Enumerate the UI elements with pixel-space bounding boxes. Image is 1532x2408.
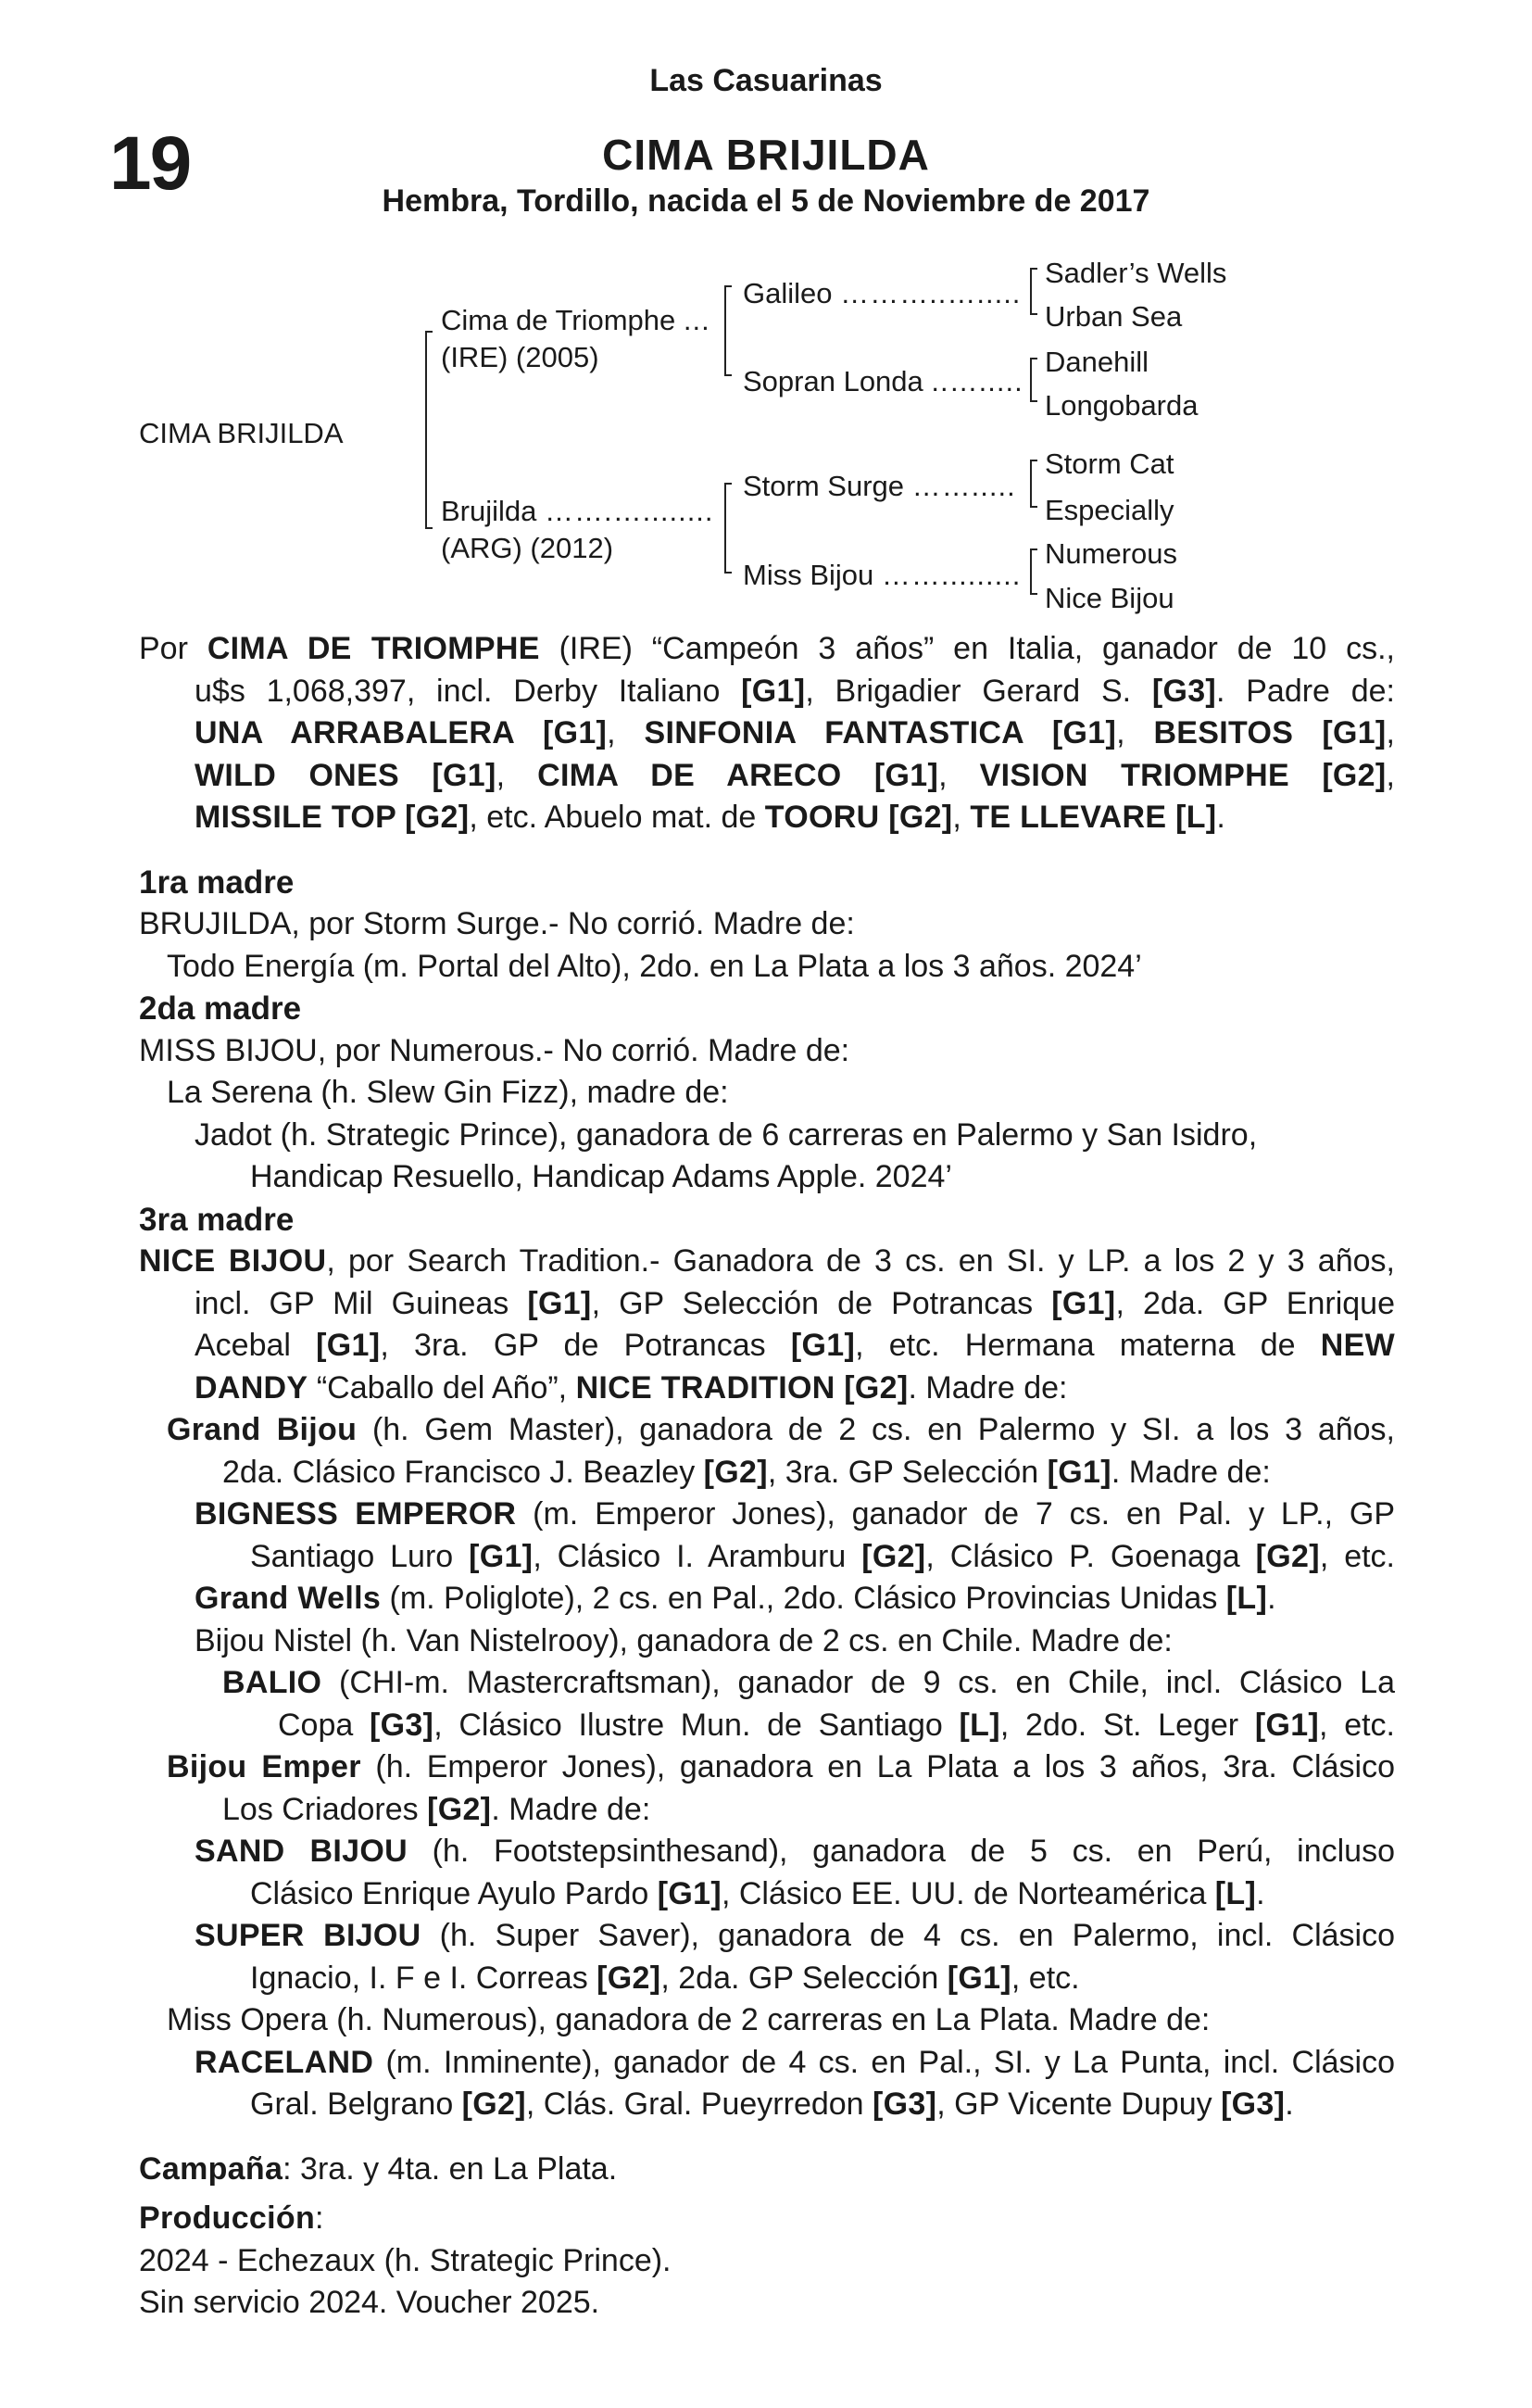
dam-name: Brujilda: [441, 495, 537, 527]
horse-name: CIMA BRIJILDA: [602, 131, 930, 179]
first-dam-heading: 1ra madre: [139, 864, 295, 901]
dam-sire-name: Storm Surge: [743, 470, 905, 502]
sale-name: Las Casuarinas: [649, 63, 883, 98]
pedigree-dam-sire: [743, 472, 1016, 500]
dam-dam-dots: …….........: [881, 559, 1022, 591]
produce-raceland: RACELAND (m. Inminente), ganador de 4 cs. en Pal., SI. y La Punta, incl. Clásico: [195, 2044, 1395, 2080]
produce-balio: BALIO (CHI-m. Mastercraftsman), ganador de 9 cs. en Chile, incl. Clásico La: [222, 1665, 1395, 1700]
third-dam-line: DANDY “Caballo del Año”, NICE TRADITION [G2]. Madre de:: [195, 1369, 1068, 1406]
pedigree-subject: CIMA BRIJILDA: [139, 417, 344, 449]
second-dam-produce: La Serena (h. Slew Gin Fizz), madre de:: [167, 1075, 729, 1110]
third-dam-heading: 3ra madre: [139, 1201, 295, 1238]
produce-grand-bijou-cont: 2da. Clásico Francisco J. Beazley [G2], 3ra. GP Selección [G1]. Madre de:: [222, 1454, 1271, 1490]
pedigree-sire-dam: [743, 367, 1023, 396]
first-dam-produce: Todo Energía (m. Portal del Alto), 2do. en La Plata a los 3 años. 2024’: [167, 948, 1142, 984]
produccion-heading: Producción:: [139, 2200, 324, 2236]
dam-origin: (ARG) (2012): [441, 532, 614, 564]
produce-bigness-emperor-cont: Santiago Luro [G1], Clásico I. Aramburu [G2], Clásico P. Goenaga [G2], etc.: [250, 1538, 1396, 1574]
pedigree-bracket-lines: [0, 0, 1532, 649]
sire-name: Cima de Triomphe: [441, 304, 676, 336]
produce-bijou-emper-cont: Los Criadores [G2]. Madre de:: [222, 1791, 651, 1827]
pedigree-sire-sire: [743, 279, 1021, 308]
produce-miss-opera: Miss Opera (h. Numerous), ganadora de 2 carreras en La Plata. Madre de:: [167, 2002, 1211, 2037]
second-dam-line: MISS BIJOU, por Numerous.- No corrió. Madre de:: [139, 1032, 850, 1068]
sire-dam-name: Sopran Londa: [743, 365, 923, 397]
produce-super-bijou-cont: Ignacio, I. F e I. Correas [G2], 2da. GP Selección [G1], etc.: [250, 1960, 1080, 1996]
third-dam-line: incl. GP Mil Guineas [G1], GP Selección de Potrancas [G1], 2da. GP Enrique: [195, 1285, 1395, 1321]
first-dam-line: BRUJILDA, por Storm Surge.- No corrió. Madre de:: [139, 906, 855, 941]
produce-bigness-emperor: BIGNESS EMPEROR (m. Emperor Jones), ganador de 7 cs. en Pal. y LP., GP: [195, 1496, 1395, 1532]
great-grandparent: Nice Bijou: [1045, 582, 1174, 614]
produce-balio-cont: Copa [G3], Clásico Ilustre Mun. de Santiago [L], 2do. St. Leger [G1], etc.: [278, 1707, 1395, 1743]
sire-dots: ...: [683, 304, 710, 336]
great-grandparent: Danehill: [1045, 346, 1149, 378]
pedigree-sire: [441, 306, 710, 334]
second-dam-grandproduce: Jadot (h. Strategic Prince), ganadora de 6 carreras en Palermo y San Isidro,: [195, 1116, 1258, 1153]
produce-raceland-cont: Gral. Belgrano [G2], Clás. Gral. Pueyrredon [G3], GP Vicente Dupuy [G3].: [250, 2087, 1294, 2122]
great-grandparent: Urban Sea: [1045, 300, 1183, 333]
produce-bijou-nistel: Bijou Nistel (h. Van Nistelrooy), ganadora de 2 cs. en Chile. Madre de:: [195, 1622, 1173, 1658]
produce-sand-bijou: SAND BIJOU (h. Footstepsinthesand), ganadora de 5 cs. en Perú, incluso: [195, 1834, 1395, 1869]
sire-origin: (IRE) (2005): [441, 341, 599, 373]
produce-super-bijou: SUPER BIJOU (h. Super Saver), ganadora de 4 cs. en Palermo, incl. Clásico: [195, 1918, 1395, 1953]
lot-number: 19: [109, 121, 191, 206]
great-grandparent: Sadler’s Wells: [1045, 257, 1227, 289]
campana-line: Campaña: 3ra. y 4ta. en La Plata.: [139, 2150, 618, 2187]
great-grandparent: Longobarda: [1045, 389, 1199, 422]
great-grandparent: Numerous: [1045, 537, 1177, 570]
sire-line: Por CIMA DE TRIOMPHE (IRE) “Campeón 3 años” en Italia, ganador de 10 cs.,: [139, 631, 1396, 666]
great-grandparent: Storm Cat: [1045, 448, 1174, 480]
produce-grand-wells: Grand Wells (m. Poliglote), 2 cs. en Pal., 2do. Clásico Provincias Unidas [L].: [195, 1581, 1276, 1616]
sire-dam-dots: ..….....: [931, 365, 1023, 397]
sire-line: u$s 1,068,397, incl. Derby Italiano [G1], Brigadier Gerard S. [G3]. Padre de:: [195, 673, 1395, 709]
pedigree-dam: [441, 497, 714, 525]
produce-sand-bijou-cont: Clásico Enrique Ayulo Pardo [G1], Clásico EE. UU. de Norteamérica [L].: [250, 1875, 1265, 1911]
sire-line: MISSILE TOP [G2], etc. Abuelo mat. de TOORU [G2], TE LLEVARE [L].: [195, 800, 1225, 835]
second-dam-grandproduce-cont: Handicap Resuello, Handicap Adams Apple. 2024’: [250, 1159, 952, 1194]
second-dam-heading: 2da madre: [139, 990, 302, 1027]
produccion-line: Sin servicio 2024. Voucher 2025.: [139, 2285, 600, 2320]
dam-dam-name: Miss Bijou: [743, 559, 874, 591]
sire-paragraph: [139, 628, 1395, 2325]
horse-description: Hembra, Tordillo, nacida el 5 de Noviembre de 2017: [382, 183, 1150, 219]
sire-line: UNA ARRABALERA [G1], SINFONIA FANTASTICA [G1], BESITOS [G1],: [195, 715, 1395, 750]
dam-sire-dots: …….....: [911, 470, 1016, 502]
produce-grand-bijou: Grand Bijou (h. Gem Master), ganadora de 2 cs. en Palermo y SI. a los 3 años,: [167, 1412, 1395, 1447]
produccion-line: 2024 - Echezaux (h. Strategic Prince).: [139, 2242, 672, 2278]
produce-bijou-emper: Bijou Emper (h. Emperor Jones), ganadora en La Plata a los 3 años, 3ra. Clásico: [167, 1749, 1395, 1784]
sire-sire-dots: ………..….....: [840, 277, 1022, 309]
third-dam-line: Acebal [G1], 3ra. GP de Potrancas [G1], etc. Hermana materna de NEW: [195, 1328, 1395, 1363]
sire-sire-name: Galileo: [743, 277, 833, 309]
third-dam-line: NICE BIJOU, por Search Tradition.- Ganadora de 3 cs. en SI. y LP. a los 2 y 3 años,: [139, 1243, 1395, 1279]
pedigree-dam-dam: [743, 561, 1021, 589]
great-grandparent: Especially: [1045, 494, 1174, 526]
sire-line: WILD ONES [G1], CIMA DE ARECO [G1], VISION TRIOMPHE [G2],: [195, 757, 1395, 793]
dam-dots: …….…........: [545, 495, 714, 527]
